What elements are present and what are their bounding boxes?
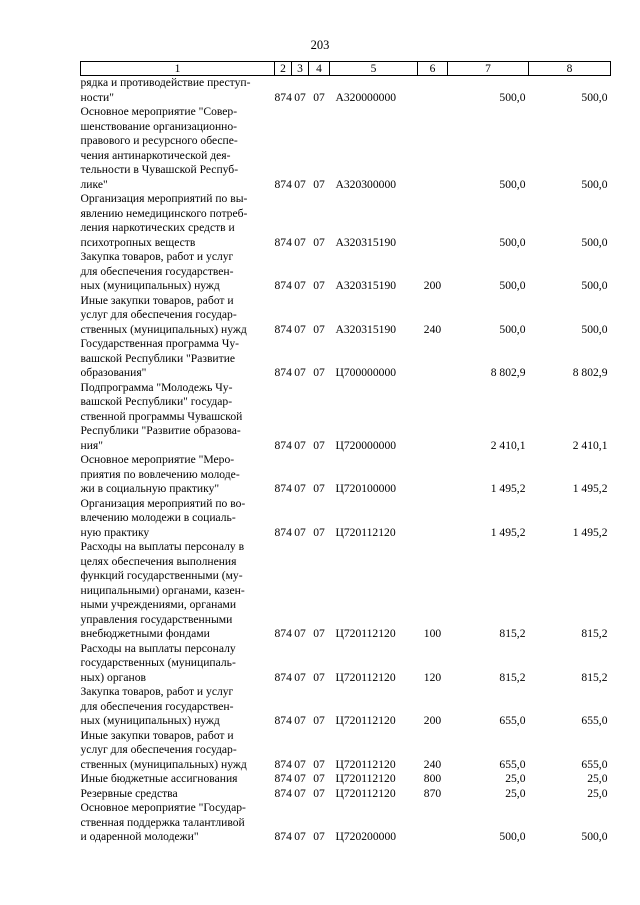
ministry-code-cell: 874 bbox=[274, 235, 292, 249]
description-line: Организация мероприятий по во- bbox=[80, 496, 246, 510]
description-line: ных (муниципальных) нужд bbox=[80, 714, 220, 727]
table-row bbox=[81, 453, 611, 497]
description-line: Подпрограмма "Молодежь Чу- bbox=[80, 380, 233, 394]
target-article-cell: Ц720000000 bbox=[335, 438, 397, 452]
expense-type-cell: 200 bbox=[423, 714, 442, 727]
amount-col8-cell: 25,0 bbox=[587, 786, 608, 800]
description-line: ственных (муниципальных) нужд bbox=[80, 322, 247, 336]
table-row bbox=[81, 642, 611, 686]
section-code-cell: 07 bbox=[294, 438, 306, 452]
section-code-cell: 07 bbox=[294, 757, 306, 771]
description-line: образования" bbox=[80, 366, 147, 379]
section-code-cell: 07 bbox=[294, 830, 306, 843]
ministry-code-cell: 874 bbox=[274, 714, 292, 727]
header-cell: 2 bbox=[275, 62, 292, 76]
description-line: функций государственными (му- bbox=[80, 569, 243, 582]
target-article-cell: А320315190 bbox=[335, 279, 397, 292]
table-row bbox=[81, 76, 611, 106]
description-line: психотропных веществ bbox=[80, 235, 196, 249]
subsection-code-cell: 07 bbox=[313, 627, 325, 640]
target-article-cell: А320315190 bbox=[335, 322, 397, 336]
description-line: ных) органов bbox=[80, 670, 147, 684]
target-article-cell: Ц700000000 bbox=[335, 366, 397, 379]
table-row bbox=[81, 772, 611, 787]
description-line: для обеспечения государствен- bbox=[80, 699, 234, 713]
amount-col7-cell: 655,0 bbox=[499, 714, 526, 727]
description-line: управления государственными bbox=[80, 612, 233, 626]
ministry-code-cell: 874 bbox=[274, 670, 292, 684]
subsection-code-cell: 07 bbox=[313, 786, 325, 800]
description-line: явлению немедицинского потреб- bbox=[80, 206, 248, 220]
table-row bbox=[81, 729, 611, 773]
amount-col7-cell: 815,2 bbox=[499, 627, 526, 640]
target-article-cell: Ц720112120 bbox=[335, 772, 396, 785]
header-cell: 8 bbox=[529, 62, 611, 76]
table-row bbox=[81, 497, 611, 541]
description-line: ными учреждениями, органами bbox=[80, 598, 237, 611]
row-description bbox=[81, 381, 275, 454]
section-code-cell: 07 bbox=[294, 235, 306, 249]
description-line: шенствование организационно- bbox=[80, 119, 238, 133]
row-description bbox=[81, 337, 275, 381]
description-line: Республики "Развитие образова- bbox=[80, 424, 241, 437]
row-description bbox=[81, 453, 275, 497]
row-description bbox=[81, 105, 275, 192]
header-cell: 6 bbox=[418, 62, 448, 76]
ministry-code-cell: 874 bbox=[274, 786, 292, 800]
amount-col8-cell: 655,0 bbox=[581, 757, 608, 771]
target-article-cell: Ц720200000 bbox=[335, 830, 397, 843]
table-row bbox=[81, 801, 611, 845]
description-line: Расходы на выплаты персоналу bbox=[80, 641, 236, 655]
amount-col7-cell: 500,0 bbox=[499, 830, 526, 843]
amount-col8-cell: 2 410,1 bbox=[572, 438, 608, 452]
row-description bbox=[81, 729, 275, 773]
amount-col8-cell: 1 495,2 bbox=[572, 525, 608, 539]
ministry-code-cell: 874 bbox=[274, 322, 292, 336]
description-line: ных (муниципальных) нужд bbox=[80, 279, 220, 292]
description-line: лике" bbox=[80, 177, 108, 191]
description-line: и одаренной молодежи" bbox=[80, 830, 199, 843]
expense-type-cell bbox=[418, 381, 448, 454]
target-article-cell: А320000000 bbox=[335, 90, 397, 104]
expense-type-cell bbox=[418, 453, 448, 497]
table-row bbox=[81, 685, 611, 729]
amount-col8-cell: 1 495,2 bbox=[572, 482, 608, 495]
subsection-code-cell: 07 bbox=[313, 830, 325, 843]
table-row bbox=[81, 250, 611, 294]
table-row bbox=[81, 192, 611, 250]
target-article-cell: Ц720100000 bbox=[335, 482, 397, 495]
description-line: ственной программы Чувашской bbox=[80, 409, 243, 423]
section-code-cell: 07 bbox=[294, 627, 306, 640]
target-article-cell: А320300000 bbox=[335, 177, 397, 191]
description-line: внебюджетными фондами bbox=[80, 627, 210, 640]
row-description bbox=[81, 801, 275, 845]
description-line: Основное мероприятие "Меро- bbox=[80, 453, 235, 466]
description-line: ственных (муниципальных) нужд bbox=[80, 757, 247, 771]
expense-type-cell: 100 bbox=[423, 627, 442, 640]
row-description bbox=[81, 772, 275, 787]
section-code-cell: 07 bbox=[294, 322, 306, 336]
header-cell: 3 bbox=[292, 62, 309, 76]
table-row bbox=[81, 381, 611, 454]
row-description bbox=[81, 250, 275, 294]
ministry-code-cell: 874 bbox=[274, 279, 292, 292]
subsection-code-cell: 07 bbox=[313, 177, 325, 191]
page-number: 203 bbox=[310, 38, 330, 52]
ministry-code-cell: 874 bbox=[274, 627, 292, 640]
ministry-code-cell: 874 bbox=[274, 366, 292, 379]
ministry-code-cell: 874 bbox=[274, 90, 292, 104]
amount-col7-cell: 500,0 bbox=[499, 322, 526, 336]
description-line: жи в социальную практику" bbox=[80, 482, 220, 495]
description-line: ния" bbox=[80, 438, 103, 452]
target-article-cell: Ц720112120 bbox=[335, 786, 396, 800]
description-line: ления наркотических средств и bbox=[80, 221, 235, 234]
description-line: ности" bbox=[80, 90, 114, 104]
description-line: Основное мероприятие "Совер- bbox=[80, 105, 238, 118]
amount-col8-cell: 815,2 bbox=[581, 670, 608, 684]
target-article-cell: А320315190 bbox=[335, 235, 397, 249]
description-line: целях обеспечения выполнения bbox=[80, 554, 237, 568]
section-code-cell: 07 bbox=[294, 786, 306, 800]
description-line: Государственная программа Чу- bbox=[80, 337, 240, 350]
subsection-code-cell: 07 bbox=[313, 482, 325, 495]
section-code-cell: 07 bbox=[294, 279, 306, 292]
description-line: приятия по вовлечению молоде- bbox=[80, 467, 240, 481]
expense-type-cell: 120 bbox=[423, 670, 442, 684]
subsection-code-cell: 07 bbox=[313, 525, 325, 539]
section-code-cell: 07 bbox=[294, 772, 306, 785]
description-line: государственных (муниципаль- bbox=[80, 656, 236, 669]
description-line: правового и ресурсного обеспе- bbox=[80, 134, 238, 147]
expense-type-cell bbox=[418, 192, 448, 250]
amount-col8-cell: 500,0 bbox=[581, 90, 608, 104]
amount-col7-cell: 815,2 bbox=[499, 670, 526, 684]
subsection-code-cell: 07 bbox=[313, 322, 325, 336]
section-code-cell: 07 bbox=[294, 90, 306, 104]
target-article-cell: Ц720112120 bbox=[335, 757, 396, 771]
row-description bbox=[81, 787, 275, 802]
subsection-code-cell: 07 bbox=[313, 366, 325, 379]
section-code-cell: 07 bbox=[294, 177, 306, 191]
amount-col8-cell: 500,0 bbox=[581, 322, 608, 336]
amount-col7-cell: 500,0 bbox=[499, 279, 526, 292]
description-line: услуг для обеспечения государ- bbox=[80, 308, 237, 321]
target-article-cell: Ц720112120 bbox=[335, 627, 396, 640]
amount-col7-cell: 500,0 bbox=[499, 235, 526, 249]
section-code-cell: 07 bbox=[294, 714, 306, 727]
header-cell: 5 bbox=[330, 62, 418, 76]
description-line: вашской Республики "Развитие bbox=[80, 351, 236, 365]
amount-col7-cell: 500,0 bbox=[499, 177, 526, 191]
table-row bbox=[81, 540, 611, 642]
amount-col7-cell: 8 802,9 bbox=[490, 366, 526, 379]
subsection-code-cell: 07 bbox=[313, 714, 325, 727]
row-description bbox=[81, 294, 275, 338]
description-line: Иные закупки товаров, работ и bbox=[80, 293, 234, 307]
row-description bbox=[81, 76, 275, 106]
amount-col8-cell: 25,0 bbox=[587, 772, 608, 785]
ministry-code-cell: 874 bbox=[274, 772, 292, 785]
table-row bbox=[81, 787, 611, 802]
expense-type-cell: 200 bbox=[423, 279, 442, 292]
description-line: тельности в Чувашской Респуб- bbox=[80, 163, 239, 176]
description-line: Основное мероприятие "Государ- bbox=[80, 801, 246, 814]
description-line: Закупка товаров, работ и услуг bbox=[80, 685, 234, 698]
description-line: влечению молодежи в социаль- bbox=[80, 511, 236, 524]
amount-col8-cell: 655,0 bbox=[581, 714, 608, 727]
section-code-cell: 07 bbox=[294, 525, 306, 539]
amount-col8-cell: 815,2 bbox=[581, 627, 608, 640]
header-cell: 7 bbox=[448, 62, 529, 76]
subsection-code-cell: 07 bbox=[313, 279, 325, 292]
amount-col7-cell: 25,0 bbox=[505, 786, 526, 800]
expense-type-cell bbox=[418, 337, 448, 381]
description-line: Расходы на выплаты персоналу в bbox=[80, 540, 245, 553]
expense-type-cell bbox=[418, 76, 448, 106]
subsection-code-cell: 07 bbox=[313, 438, 325, 452]
amount-col8-cell: 500,0 bbox=[581, 177, 608, 191]
section-code-cell: 07 bbox=[294, 670, 306, 684]
amount-col8-cell: 500,0 bbox=[581, 279, 608, 292]
subsection-code-cell: 07 bbox=[313, 235, 325, 249]
amount-col8-cell: 500,0 bbox=[581, 235, 608, 249]
subsection-code-cell: 07 bbox=[313, 772, 325, 785]
amount-col7-cell: 655,0 bbox=[499, 757, 526, 771]
subsection-code-cell: 07 bbox=[313, 757, 325, 771]
subsection-code-cell: 07 bbox=[313, 670, 325, 684]
amount-col7-cell: 1 495,2 bbox=[490, 525, 526, 539]
row-description bbox=[81, 685, 275, 729]
description-line: Иные закупки товаров, работ и bbox=[80, 728, 234, 742]
table-row bbox=[81, 294, 611, 338]
header-cell: 4 bbox=[309, 62, 330, 76]
description-line: Резервные средства bbox=[80, 786, 178, 800]
expense-type-cell: 870 bbox=[423, 786, 442, 800]
expense-type-cell: 800 bbox=[423, 772, 442, 785]
row-description bbox=[81, 540, 275, 642]
budget-table bbox=[80, 61, 611, 845]
target-article-cell: Ц720112120 bbox=[335, 670, 396, 684]
section-code-cell: 07 bbox=[294, 366, 306, 379]
subsection-code-cell: 07 bbox=[313, 90, 325, 104]
description-line: для обеспечения государствен- bbox=[80, 264, 234, 278]
header-row bbox=[81, 62, 611, 76]
description-line: Закупка товаров, работ и услуг bbox=[80, 250, 234, 263]
description-line: Организация мероприятий по вы- bbox=[80, 192, 248, 205]
row-description bbox=[81, 192, 275, 250]
description-line: ниципальными) органами, казен- bbox=[80, 583, 245, 597]
ministry-code-cell: 874 bbox=[274, 177, 292, 191]
description-line: рядка и противодействие преступ- bbox=[80, 76, 251, 89]
expense-type-cell bbox=[418, 497, 448, 541]
description-line: вашской Республики" государ- bbox=[80, 395, 233, 408]
description-line: ную практику bbox=[80, 525, 150, 539]
section-code-cell: 07 bbox=[294, 482, 306, 495]
description-line: Иные бюджетные ассигнования bbox=[80, 772, 238, 785]
amount-col7-cell: 2 410,1 bbox=[490, 438, 526, 452]
amount-col7-cell: 1 495,2 bbox=[490, 482, 526, 495]
ministry-code-cell: 874 bbox=[274, 525, 292, 539]
ministry-code-cell: 874 bbox=[274, 830, 292, 843]
description-line: ственная поддержка талантливой bbox=[80, 815, 245, 829]
header-cell: 1 bbox=[81, 62, 275, 76]
amount-col8-cell: 500,0 bbox=[581, 830, 608, 843]
description-line: чения антинаркотической дея- bbox=[80, 148, 231, 162]
amount-col7-cell: 500,0 bbox=[499, 90, 526, 104]
expense-type-cell: 240 bbox=[423, 322, 442, 336]
expense-type-cell: 240 bbox=[423, 757, 442, 771]
ministry-code-cell: 874 bbox=[274, 438, 292, 452]
row-description bbox=[81, 642, 275, 686]
row-description bbox=[81, 497, 275, 541]
ministry-code-cell: 874 bbox=[274, 482, 292, 495]
description-line: услуг для обеспечения государ- bbox=[80, 743, 237, 756]
amount-col8-cell: 8 802,9 bbox=[572, 366, 608, 379]
target-article-cell: Ц720112120 bbox=[335, 714, 396, 727]
table-row bbox=[81, 337, 611, 381]
expense-type-cell bbox=[418, 801, 448, 845]
expense-type-cell bbox=[418, 105, 448, 192]
ministry-code-cell: 874 bbox=[274, 757, 292, 771]
target-article-cell: Ц720112120 bbox=[335, 525, 396, 539]
amount-col7-cell: 25,0 bbox=[505, 772, 526, 785]
table-row bbox=[81, 105, 611, 192]
